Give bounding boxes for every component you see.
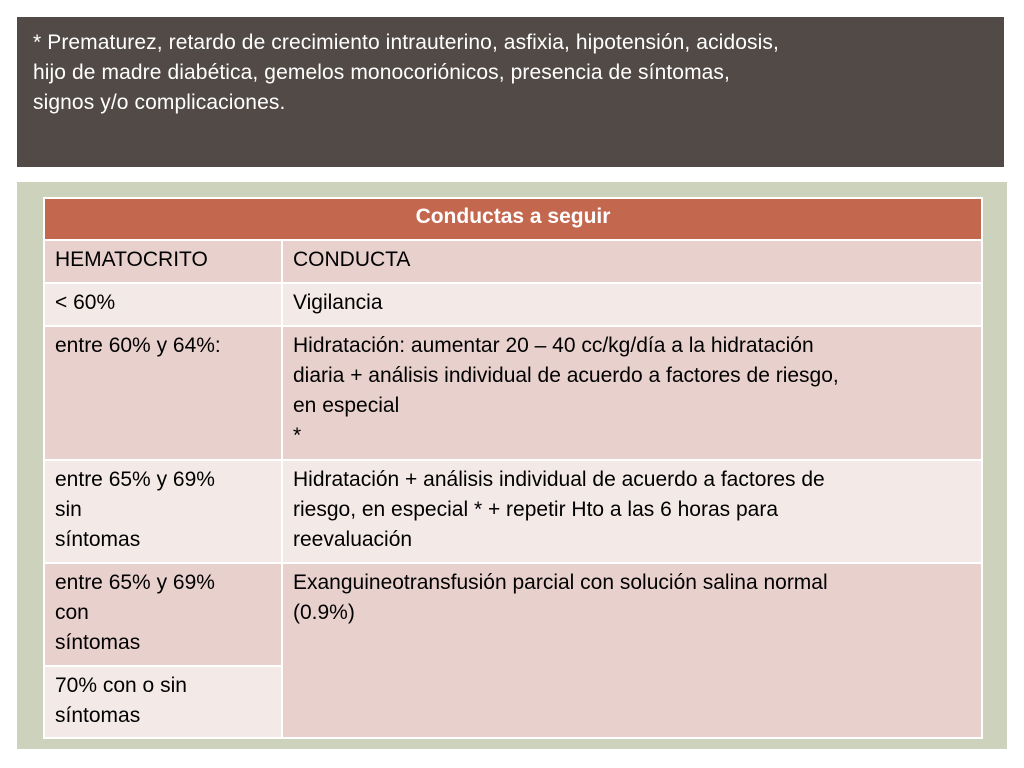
conducta-cell: Hidratación + análisis individual de acuerdo a factores de riesgo, en especial * + repetir Hto a las 6 horas para reevaluación xyxy=(282,460,982,563)
column-header-hematocrito: HEMATOCRITO xyxy=(44,240,282,283)
hematocrito-cell: entre 65% y 69% con síntomas xyxy=(44,563,282,666)
hematocrito-cell: entre 65% y 69% sin síntomas xyxy=(44,460,282,563)
table-row xyxy=(44,283,982,326)
hematocrito-cell: entre 60% y 64%: xyxy=(44,326,282,460)
conducta-cell-merged: Exanguineotransfusión parcial con solución salina normal (0.9%) xyxy=(282,563,982,738)
content-panel xyxy=(17,182,1007,749)
table-title: Conductas a seguir xyxy=(44,198,982,240)
hematocrito-cell: < 60% xyxy=(44,283,282,326)
top-banner xyxy=(17,17,1004,167)
table-row xyxy=(44,563,982,666)
column-header-conducta: CONDUCTA xyxy=(282,240,982,283)
hematocrito-cell: 70% con o sin síntomas xyxy=(44,666,282,738)
table-title-row xyxy=(44,198,982,240)
conducta-cell: Hidratación: aumentar 20 – 40 cc/kg/día a la hidratación diaria + análisis individual de acuerdo a factores de riesgo, en especial * xyxy=(282,326,982,460)
banner-text: * Prematurez, retardo de crecimiento intrauterino, asfixia, hipotensión, acidosis, hijo de madre diabética, gemelos monocoriónicos, presencia de síntomas, signos y/o complicaciones. xyxy=(33,31,779,114)
table-row xyxy=(44,326,982,460)
table-header-row xyxy=(44,240,982,283)
conducta-cell: Vigilancia xyxy=(282,283,982,326)
table-row xyxy=(44,460,982,563)
conduct-table xyxy=(43,197,983,739)
